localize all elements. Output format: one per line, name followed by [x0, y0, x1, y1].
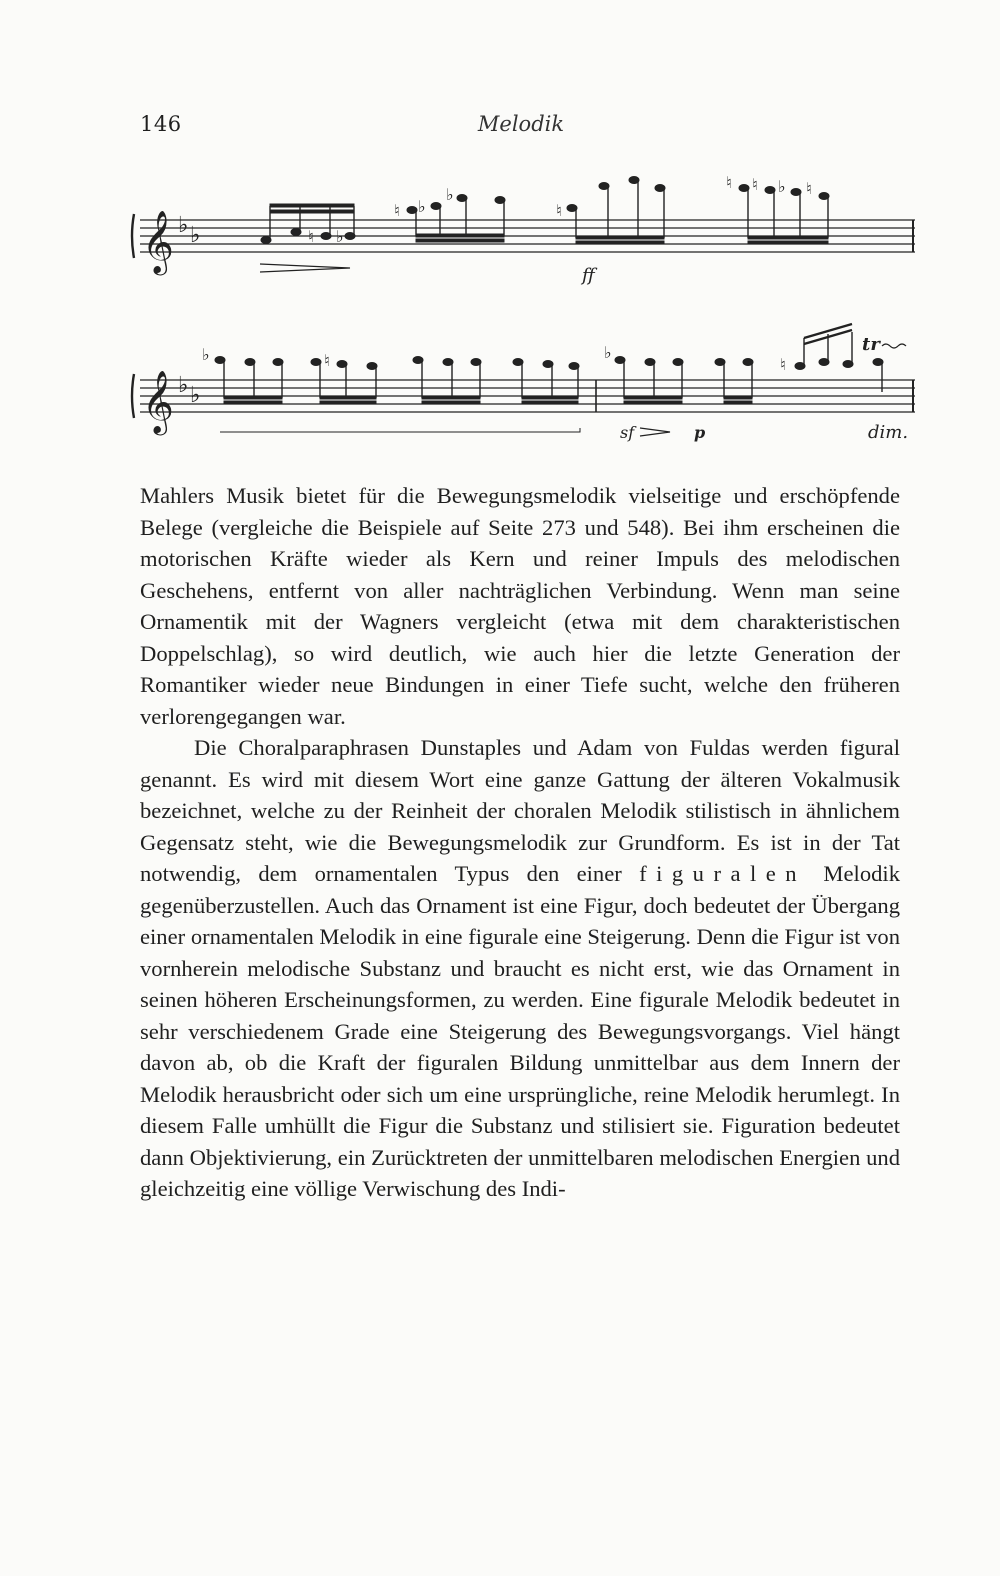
- paragraph-text: Die Choralparaphrasen Dunstaples und Adam von Fuldas werden figural genannt. Es wird mit diesem Wort eine ganze Gattung der älteren Vokalmusik bezeichnet, welche zu der Reinheit der choralen Melodik stilistisch in ähnlichem Gegensatz steht, wie die Bewegungsmelodik zur Grundform. Es ist in der Tat notwendig, dem ornamentalen Typus den einer: [140, 735, 900, 886]
- note-group-3: [556, 177, 665, 245]
- page-number: 146: [140, 112, 182, 136]
- paragraph: [140, 732, 900, 1205]
- svg-text:♮: ♮: [726, 173, 732, 192]
- note-group-4: [726, 173, 829, 244]
- svg-text:♮: ♮: [752, 175, 758, 194]
- music-example-system-2: [120, 320, 920, 450]
- note-group-1: [261, 204, 355, 246]
- treble-clef-icon: 𝄞: [142, 210, 174, 273]
- svg-text:♮: ♮: [308, 227, 314, 246]
- flat-sign-icon: ♭: [178, 373, 189, 398]
- svg-text:♮: ♮: [324, 351, 330, 370]
- page-header: [140, 112, 902, 142]
- svg-text:♭: ♭: [336, 227, 344, 246]
- emphasized-term: figuralen: [639, 861, 807, 886]
- note-group-11: [780, 324, 906, 392]
- dynamic-p: p: [694, 423, 706, 442]
- note-group-6: [311, 351, 377, 404]
- svg-text:♭: ♭: [778, 177, 786, 196]
- dynamic-sf: sf: [620, 423, 635, 442]
- svg-text:♭: ♭: [604, 343, 612, 362]
- svg-text:♮: ♮: [394, 201, 400, 220]
- crescendo-hairpin: [260, 264, 350, 272]
- body-text: [140, 480, 900, 1205]
- treble-clef-icon: 𝄞: [142, 370, 174, 433]
- flat-sign-icon: ♭: [190, 383, 201, 408]
- svg-text:♭: ♭: [202, 345, 210, 364]
- staff-notation-1: [120, 150, 920, 290]
- paragraph-text: Melodik gegenüberzustellen. Auch das Ornament ist eine Figur, doch bedeutet der Übergang einer ornamentalen Melodik in eine figurale eine Steigerung. Denn die Figur ist von vornherein melodische Substanz und braucht es nicht erst, wie das Ornament in seinen höheren Erscheinungsformen, zu werden. Eine figurale Melodik bedeutet in sehr verschiedenem Grade eine Steigerung des Bewegungsvorgangs. Viel hängt davon ab, ob die Kraft der figuralen Bildung unmittelbar aus dem Innern der Melodik herausbricht oder sich um eine ursprüngliche, reine Melodik herumlegt. In diesem Falle umhüllt die Figur die Substanz und stilisiert sie. Figuration bedeutet dann Objektivierung, ein Zurücktreten der unmittelbaren melodischen Energien und gleichzeitig eine völlige Verwischung des Indi-: [140, 861, 900, 1201]
- note-group-10: [715, 359, 753, 405]
- svg-text:♭: ♭: [418, 197, 426, 216]
- dynamic-dim: dim.: [868, 422, 909, 443]
- flat-sign-icon: ♭: [190, 223, 201, 248]
- brace-icon: [132, 374, 134, 418]
- decrescendo-hairpin: [640, 428, 670, 436]
- svg-text:♮: ♮: [806, 179, 812, 198]
- trill-mark: tr: [862, 334, 880, 355]
- note-group-9: [604, 343, 683, 404]
- svg-text:♭: ♭: [446, 185, 454, 204]
- diminuendo-hairpin: [220, 428, 580, 432]
- running-head: Melodik: [477, 112, 565, 136]
- flat-sign-icon: ♭: [178, 213, 189, 238]
- dynamic-ff: ff: [582, 265, 595, 286]
- svg-text:♮: ♮: [556, 201, 562, 220]
- svg-text:♮: ♮: [780, 355, 786, 374]
- staff-notation-2: [120, 320, 920, 450]
- music-example-system-1: [120, 150, 920, 290]
- brace-icon: [132, 214, 134, 258]
- note-group-2: [394, 185, 505, 242]
- note-group-5: [202, 345, 283, 404]
- paragraph: Mahlers Musik bietet für die Bewegungsmelodik vielseitige und erschöpfende Belege (vergleiche die Beispiele auf Seite 273 und 548). Bei ihm erscheinen die motorischen Kräfte wieder als Kern und reiner Impuls des melodischen Geschehens, entfernt von aller nachträglichen Verbindung. Wenn man seine Ornamentik mit der Wagners vergleicht (etwa mit dem charakteristischen Doppelschlag), so wird deutlich, wie auch hier die letzte Generation der Romantiker wieder neue Bindungen in einer Tiefe sucht, welche den früheren verlorengegangen war.: [140, 483, 900, 729]
- note-group-8: [513, 359, 579, 405]
